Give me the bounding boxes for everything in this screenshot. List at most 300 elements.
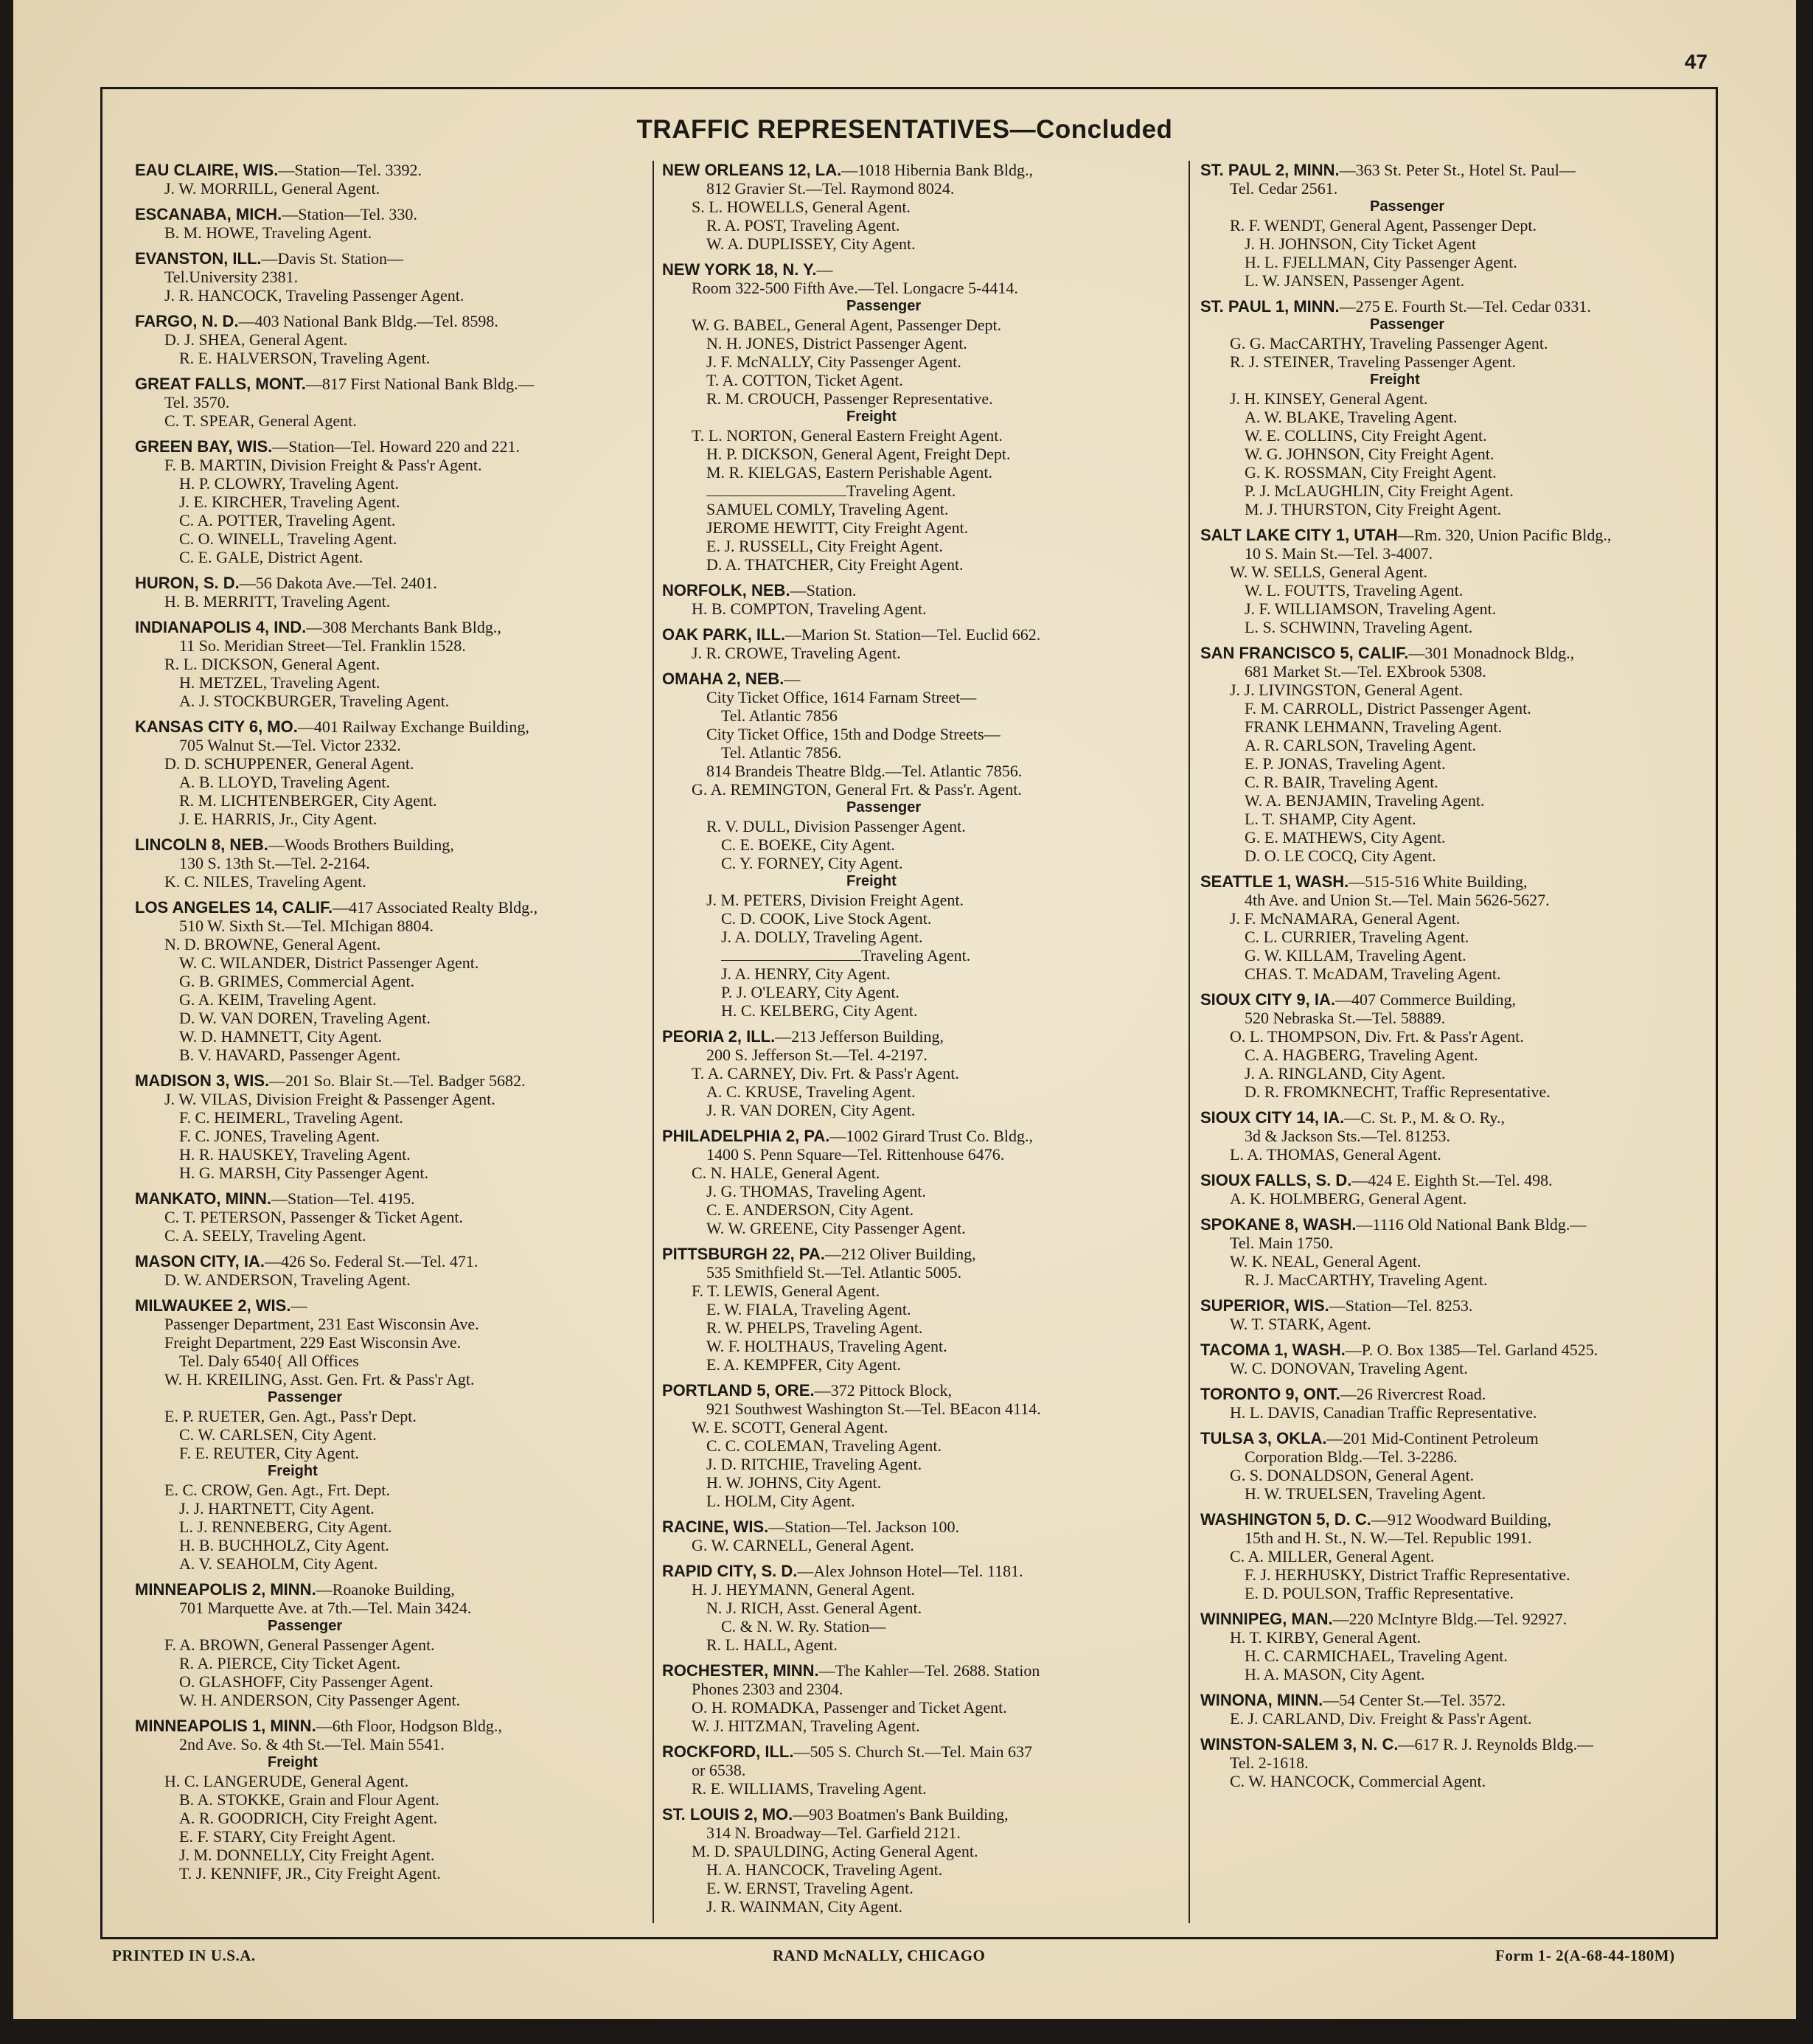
address-text: —407 Commerce Building, bbox=[1334, 990, 1517, 1009]
agent-line: W. A. DUPLISSEY, City Agent. bbox=[706, 234, 916, 253]
address-text: —26 Rivercrest Road. bbox=[1340, 1385, 1486, 1403]
listing-entry bbox=[662, 625, 1178, 662]
address-text: —417 Associated Realty Bldg., bbox=[333, 898, 538, 917]
city-name: PITTSBURGH 22, PA. bbox=[662, 1245, 825, 1263]
listing-entry bbox=[1200, 1429, 1716, 1503]
agent-line: Tel. 2-1618. bbox=[1230, 1753, 1309, 1772]
listing-entry bbox=[662, 581, 1178, 618]
city-name: NORFOLK, NEB. bbox=[662, 581, 790, 599]
address-text: —201 So. Blair St.—Tel. Badger 5682. bbox=[269, 1071, 526, 1090]
address-text: —Woods Brothers Building, bbox=[268, 835, 454, 854]
agent-line: FRANK LEHMANN, Traveling Agent. bbox=[1245, 717, 1502, 736]
agent-line: G. W. KILLAM, Traveling Agent. bbox=[1245, 946, 1466, 964]
agent-line: 2nd Ave. So. & 4th St.—Tel. Main 5541. bbox=[179, 1735, 445, 1753]
listing-first-line bbox=[1200, 1385, 1716, 1403]
agent-line: C. A. MILLER, General Agent. bbox=[1230, 1547, 1435, 1565]
listing-first-line bbox=[662, 1245, 1178, 1263]
listing-entry bbox=[662, 1245, 1178, 1374]
agent-line: E. W. ERNST, Traveling Agent. bbox=[706, 1879, 914, 1897]
listing-entry bbox=[662, 260, 1178, 574]
agent-line: C. E. BOEKE, City Agent. bbox=[721, 835, 895, 854]
city-name: MINNEAPOLIS 2, MINN. bbox=[135, 1580, 316, 1599]
agent-line: W. G. JOHNSON, City Freight Agent. bbox=[1245, 445, 1494, 463]
listing-first-line bbox=[1200, 1108, 1716, 1127]
city-name: ROCHESTER, MINN. bbox=[662, 1661, 819, 1680]
agent-line: E. P. RUETER, Gen. Agt., Pass'r Dept. bbox=[164, 1407, 417, 1425]
agent-line: 812 Gravier St.—Tel. Raymond 8024. bbox=[706, 179, 955, 198]
city-name: LINCOLN 8, NEB. bbox=[135, 835, 268, 854]
listing-first-line bbox=[135, 312, 651, 330]
city-name: SIOUX FALLS, S. D. bbox=[1200, 1171, 1352, 1189]
listing-entry bbox=[662, 161, 1178, 253]
agent-line: H. C. LANGERUDE, General Agent. bbox=[164, 1772, 409, 1790]
listing-first-line bbox=[135, 1580, 651, 1599]
listing-first-line bbox=[135, 835, 651, 854]
agent-line: J. F. McNAMARA, General Agent. bbox=[1230, 909, 1461, 928]
agent-line: D. J. SHEA, General Agent. bbox=[164, 330, 348, 349]
agent-line: E. W. FIALA, Traveling Agent. bbox=[706, 1300, 911, 1318]
address-text: —Station—Tel. 330. bbox=[282, 205, 417, 223]
agent-line: Phones 2303 and 2304. bbox=[692, 1680, 843, 1698]
department-heading: Passenger bbox=[1370, 316, 1445, 333]
address-text: —213 Jefferson Building, bbox=[775, 1027, 944, 1046]
agent-line: T. A. CARNEY, Div. Frt. & Pass'r Agent. bbox=[692, 1064, 959, 1082]
city-name: KANSAS CITY 6, MO. bbox=[135, 717, 298, 736]
city-name: WASHINGTON 5, D. C. bbox=[1200, 1510, 1371, 1529]
agent-line: J. F. McNALLY, City Passenger Agent. bbox=[706, 352, 961, 371]
city-name: OMAHA 2, NEB. bbox=[662, 670, 784, 688]
agent-line: W. C. DONOVAN, Traveling Agent. bbox=[1230, 1359, 1468, 1377]
agent-line: W. E. COLLINS, City Freight Agent. bbox=[1245, 426, 1487, 445]
agent-line: E. F. STARY, City Freight Agent. bbox=[179, 1827, 396, 1846]
listing-entry bbox=[135, 1717, 651, 1883]
listing-entry bbox=[1200, 1296, 1716, 1333]
address-text: —401 Railway Exchange Building, bbox=[297, 717, 529, 736]
listing-entry bbox=[1200, 1510, 1716, 1602]
agent-line: R. A. PIERCE, City Ticket Agent. bbox=[179, 1654, 401, 1672]
blank-name-rule bbox=[706, 484, 846, 496]
agent-line: 11 So. Meridian Street—Tel. Franklin 1528. bbox=[179, 636, 466, 655]
listing-entry bbox=[662, 1805, 1178, 1916]
agent-line: W. H. KREILING, Asst. Gen. Frt. & Pass'r Agt. bbox=[164, 1370, 475, 1388]
agent-line: Tel. Main 1750. bbox=[1230, 1234, 1334, 1252]
listing-first-line bbox=[662, 670, 1178, 688]
listing-entry bbox=[135, 1580, 651, 1709]
agent-line: A. W. BLAKE, Traveling Agent. bbox=[1245, 408, 1458, 426]
listing-first-line bbox=[1200, 1691, 1716, 1709]
city-name: WINSTON-SALEM 3, N. C. bbox=[1200, 1735, 1399, 1753]
address-text: —912 Woodward Building, bbox=[1371, 1510, 1551, 1529]
city-name: ST. PAUL 2, MINN. bbox=[1200, 161, 1340, 179]
agent-line: C. W. HANCOCK, Commercial Agent. bbox=[1230, 1772, 1486, 1790]
vacant-position-line bbox=[662, 946, 1178, 964]
city-name: TACOMA 1, WASH. bbox=[1200, 1341, 1346, 1359]
agent-line: 681 Market St.—Tel. EXbrook 5308. bbox=[1245, 662, 1486, 681]
city-name: GREAT FALLS, MONT. bbox=[135, 375, 306, 393]
address-text: —Station—Tel. 3392. bbox=[278, 161, 422, 179]
listing-first-line bbox=[135, 437, 651, 456]
address-text: —C. St. P., M. & O. Ry., bbox=[1344, 1108, 1505, 1127]
listing-first-line bbox=[1200, 1215, 1716, 1234]
agent-line: R. M. CROUCH, Passenger Representative. bbox=[706, 389, 993, 408]
agent-line: H. METZEL, Traveling Agent. bbox=[179, 673, 380, 692]
agent-line: E. J. CARLAND, Div. Freight & Pass'r Agent. bbox=[1230, 1709, 1532, 1728]
city-name: SALT LAKE CITY 1, UTAH bbox=[1200, 526, 1398, 544]
city-name: TORONTO 9, ONT. bbox=[1200, 1385, 1340, 1403]
agent-line: C. A. HAGBERG, Traveling Agent. bbox=[1245, 1046, 1478, 1064]
agent-line: F. T. LEWIS, General Agent. bbox=[692, 1282, 880, 1300]
listing-entry bbox=[662, 1127, 1178, 1237]
listing-first-line bbox=[1200, 1510, 1716, 1529]
city-name: HURON, S. D. bbox=[135, 574, 240, 592]
listing-first-line bbox=[135, 717, 651, 736]
address-text: —Marion St. Station—Tel. Euclid 662. bbox=[785, 625, 1041, 644]
department-heading: Passenger bbox=[268, 1389, 343, 1405]
agent-line: T. L. NORTON, General Eastern Freight Agent. bbox=[692, 426, 1003, 445]
city-name: SEATTLE 1, WASH. bbox=[1200, 872, 1349, 891]
agent-line: J. W. MORRILL, General Agent. bbox=[164, 179, 380, 198]
agent-line: H. W. TRUELSEN, Traveling Agent. bbox=[1245, 1484, 1486, 1503]
city-name: INDIANAPOLIS 4, IND. bbox=[135, 618, 307, 636]
agent-line: J. G. THOMAS, Traveling Agent. bbox=[706, 1182, 926, 1200]
agent-line: C. E. GALE, District Agent. bbox=[179, 548, 363, 566]
position-title: Traveling Agent. bbox=[861, 946, 971, 964]
agent-line: W. T. STARK, Agent. bbox=[1230, 1315, 1371, 1333]
agent-line: M. R. KIELGAS, Eastern Perishable Agent. bbox=[706, 463, 992, 482]
agent-line: 510 W. Sixth St.—Tel. MIchigan 8804. bbox=[179, 917, 434, 935]
city-name: ST. PAUL 1, MINN. bbox=[1200, 297, 1340, 316]
department-heading: Passenger bbox=[1370, 198, 1445, 215]
agent-line: E. J. RUSSELL, City Freight Agent. bbox=[706, 537, 943, 555]
agent-line: H. C. CARMICHAEL, Traveling Agent. bbox=[1245, 1647, 1508, 1665]
document-page bbox=[13, 0, 1796, 2019]
agent-line: C. A. SEELY, Traveling Agent. bbox=[164, 1226, 366, 1245]
listing-first-line bbox=[1200, 1296, 1716, 1315]
agent-line: D. R. FROMKNECHT, Traffic Representative. bbox=[1245, 1082, 1551, 1101]
city-name: WINONA, MINN. bbox=[1200, 1691, 1323, 1709]
listing-first-line bbox=[662, 1805, 1178, 1824]
listing-entry bbox=[662, 1742, 1178, 1798]
listing-entry bbox=[1200, 526, 1716, 636]
agent-line: D. A. THATCHER, City Freight Agent. bbox=[706, 555, 964, 574]
city-name: MINNEAPOLIS 1, MINN. bbox=[135, 1717, 316, 1735]
city-name: WINNIPEG, MAN. bbox=[1200, 1610, 1333, 1628]
agent-line: Tel. Cedar 2561. bbox=[1230, 179, 1338, 198]
agent-line: J. J. LIVINGSTON, General Agent. bbox=[1230, 681, 1464, 699]
agent-line: A. J. STOCKBURGER, Traveling Agent. bbox=[179, 692, 450, 710]
city-name: PHILADELPHIA 2, PA. bbox=[662, 1127, 830, 1145]
agent-line: D. W. VAN DOREN, Traveling Agent. bbox=[179, 1009, 431, 1027]
city-name: RACINE, WIS. bbox=[662, 1518, 769, 1536]
listing-entry bbox=[1200, 1691, 1716, 1728]
agent-line: L. HOLM, City Agent. bbox=[706, 1492, 855, 1510]
agent-line: B. V. HAVARD, Passenger Agent. bbox=[179, 1046, 401, 1064]
city-name: SPOKANE 8, WASH. bbox=[1200, 1215, 1357, 1234]
agent-line: J. R. VAN DOREN, City Agent. bbox=[706, 1101, 916, 1119]
city-name: RAPID CITY, S. D. bbox=[662, 1562, 798, 1580]
agent-line: E. P. JONAS, Traveling Agent. bbox=[1245, 754, 1446, 773]
agent-line: F. C. JONES, Traveling Agent. bbox=[179, 1127, 380, 1145]
agent-line: 130 S. 13th St.—Tel. 2-2164. bbox=[179, 854, 370, 872]
agent-line: Tel. Daly 6540{ All Offices bbox=[179, 1352, 359, 1370]
agent-line: H. B. COMPTON, Traveling Agent. bbox=[692, 599, 927, 618]
address-text: —212 Oliver Building, bbox=[824, 1245, 976, 1263]
agent-line: CHAS. T. McADAM, Traveling Agent. bbox=[1245, 964, 1501, 983]
agent-line: E. C. CROW, Gen. Agt., Frt. Dept. bbox=[164, 1481, 390, 1499]
agent-line: F. C. HEIMERL, Traveling Agent. bbox=[179, 1108, 403, 1127]
department-heading: Freight bbox=[268, 1754, 318, 1770]
blank-name-rule bbox=[721, 948, 861, 961]
agent-line: H. W. JOHNS, City Agent. bbox=[706, 1473, 882, 1492]
agent-line: H. J. HEYMANN, General Agent. bbox=[692, 1580, 916, 1599]
agent-line: 200 S. Jefferson St.—Tel. 4-2197. bbox=[706, 1046, 928, 1064]
agent-line: G. A. KEIM, Traveling Agent. bbox=[179, 990, 377, 1009]
agent-line: H. P. CLOWRY, Traveling Agent. bbox=[179, 474, 399, 493]
listing-first-line bbox=[662, 1518, 1178, 1536]
address-text: —505 S. Church St.—Tel. Main 637 bbox=[793, 1742, 1033, 1761]
listing-entry bbox=[1200, 1341, 1716, 1377]
agent-line: T. J. KENNIFF, JR., City Freight Agent. bbox=[179, 1864, 441, 1883]
listing-entry bbox=[135, 835, 651, 891]
listing-first-line bbox=[1200, 644, 1716, 662]
agent-line: 4th Ave. and Union St.—Tel. Main 5626-5627. bbox=[1245, 891, 1550, 909]
agent-line: 10 S. Main St.—Tel. 3-4007. bbox=[1245, 544, 1433, 563]
agent-line: 314 N. Broadway—Tel. Garfield 2121. bbox=[706, 1824, 961, 1842]
city-name: LOS ANGELES 14, CALIF. bbox=[135, 898, 333, 917]
city-name: TULSA 3, OKLA. bbox=[1200, 1429, 1327, 1447]
listing-first-line bbox=[1200, 1171, 1716, 1189]
listing-entry bbox=[135, 437, 651, 566]
city-name: FARGO, N. D. bbox=[135, 312, 239, 330]
vacant-position-line bbox=[662, 482, 1178, 500]
listing-first-line bbox=[1200, 990, 1716, 1009]
city-name: PEORIA 2, ILL. bbox=[662, 1027, 776, 1046]
department-heading: Passenger bbox=[846, 799, 922, 816]
agent-line: Tel.University 2381. bbox=[164, 268, 299, 286]
agent-line: H. B. MERRITT, Traveling Agent. bbox=[164, 592, 391, 611]
department-heading: Freight bbox=[846, 873, 897, 889]
address-text: —1116 Old National Bank Bldg.— bbox=[1356, 1215, 1587, 1234]
agent-line: R. J. MacCARTHY, Traveling Agent. bbox=[1245, 1270, 1488, 1289]
agent-line: H. L. FJELLMAN, City Passenger Agent. bbox=[1245, 253, 1517, 271]
address-text: —Station—Tel. 8253. bbox=[1329, 1296, 1473, 1315]
agent-line: 15th and H. St., N. W.—Tel. Republic 1991. bbox=[1245, 1529, 1532, 1547]
agent-line: F. J. HERHUSKY, District Traffic Representative. bbox=[1245, 1565, 1570, 1584]
agent-line: W. W. GREENE, City Passenger Agent. bbox=[706, 1219, 966, 1237]
agent-line: C. W. CARLSEN, City Agent. bbox=[179, 1425, 377, 1444]
listing-entry bbox=[135, 161, 651, 198]
listing-entry bbox=[1200, 1385, 1716, 1422]
agent-line: W. J. HITZMAN, Traveling Agent. bbox=[692, 1717, 920, 1735]
city-name: SIOUX CITY 9, IA. bbox=[1200, 990, 1335, 1009]
listing-first-line bbox=[662, 581, 1178, 599]
listing-first-line bbox=[662, 1562, 1178, 1580]
department-heading: Passenger bbox=[268, 1618, 343, 1634]
agent-line: L. S. SCHWINN, Traveling Agent. bbox=[1245, 618, 1473, 636]
listing-first-line bbox=[1200, 161, 1716, 179]
agent-line: J. F. WILLIAMSON, Traveling Agent. bbox=[1245, 599, 1497, 618]
department-heading: Freight bbox=[268, 1463, 318, 1479]
listing-first-line bbox=[662, 1127, 1178, 1145]
listing-first-line bbox=[1200, 1735, 1716, 1753]
agent-line: J. E. KIRCHER, Traveling Agent. bbox=[179, 493, 400, 511]
agent-line: A. C. KRUSE, Traveling Agent. bbox=[706, 1082, 916, 1101]
agent-line: R. L. DICKSON, General Agent. bbox=[164, 655, 380, 673]
agent-line: P. J. O'LEARY, City Agent. bbox=[721, 983, 899, 1001]
address-text: —201 Mid-Continent Petroleum bbox=[1326, 1429, 1539, 1447]
address-text: —Station—Tel. Howard 220 and 221. bbox=[272, 437, 520, 456]
address-text: — bbox=[816, 260, 833, 279]
address-text: —424 E. Eighth St.—Tel. 498. bbox=[1351, 1171, 1553, 1189]
agent-line: 814 Brandeis Theatre Bldg.—Tel. Atlantic 7856. bbox=[706, 762, 1023, 780]
agent-line: E. D. POULSON, Traffic Representative. bbox=[1245, 1584, 1514, 1602]
listing-first-line bbox=[135, 1252, 651, 1270]
page-number: 47 bbox=[1684, 50, 1708, 73]
agent-line: R. W. PHELPS, Traveling Agent. bbox=[706, 1318, 923, 1337]
listing-entry bbox=[135, 312, 651, 367]
address-text: —515-516 White Building, bbox=[1349, 872, 1528, 891]
address-text: —Davis St. Station— bbox=[261, 249, 404, 268]
agent-line: C. T. PETERSON, Passenger & Ticket Agent. bbox=[164, 1208, 463, 1226]
agent-line: C. O. WINELL, Traveling Agent. bbox=[179, 529, 397, 548]
column-right bbox=[1200, 161, 1716, 1930]
address-text: —301 Monadnock Bldg., bbox=[1408, 644, 1575, 662]
address-text: —Station—Tel. 4195. bbox=[271, 1189, 415, 1208]
agent-line: M. J. THURSTON, City Freight Agent. bbox=[1245, 500, 1502, 518]
city-name: MILWAUKEE 2, WIS. bbox=[135, 1296, 291, 1315]
city-name: EVANSTON, ILL. bbox=[135, 249, 262, 268]
agent-line: H. B. BUCHHOLZ, City Agent. bbox=[179, 1536, 389, 1554]
column-left bbox=[135, 161, 651, 1930]
listing-entry bbox=[662, 1518, 1178, 1554]
city-name: NEW YORK 18, N. Y. bbox=[662, 260, 817, 279]
listing-entry bbox=[135, 375, 651, 430]
listing-first-line bbox=[135, 618, 651, 636]
agent-line: R. F. WENDT, General Agent, Passenger Dept. bbox=[1230, 216, 1537, 234]
agent-line: H. C. KELBERG, City Agent. bbox=[721, 1001, 918, 1020]
listing-entry bbox=[1200, 1108, 1716, 1164]
city-name: NEW ORLEANS 12, LA. bbox=[662, 161, 842, 179]
listing-entry bbox=[135, 1296, 651, 1573]
agent-line: S. L. HOWELLS, General Agent. bbox=[692, 198, 911, 216]
listing-entry bbox=[135, 1071, 651, 1182]
listing-first-line bbox=[135, 1189, 651, 1208]
address-text: —308 Merchants Bank Bldg., bbox=[306, 618, 501, 636]
listing-first-line bbox=[1200, 526, 1716, 544]
footer-publisher: RAND McNALLY, CHICAGO bbox=[773, 1947, 986, 1964]
agent-line: D. O. LE COCQ, City Agent. bbox=[1245, 847, 1436, 865]
agent-line: F. M. CARROLL, District Passenger Agent. bbox=[1245, 699, 1531, 717]
agent-line: 705 Walnut St.—Tel. Victor 2332. bbox=[179, 736, 401, 754]
agent-line: R. E. WILLIAMS, Traveling Agent. bbox=[692, 1779, 927, 1798]
column-divider bbox=[1189, 161, 1190, 1923]
agent-line: G. E. MATHEWS, City Agent. bbox=[1245, 828, 1446, 847]
address-text: —363 St. Peter St., Hotel St. Paul— bbox=[1339, 161, 1576, 179]
agent-line: J. A. DOLLY, Traveling Agent. bbox=[721, 928, 923, 946]
address-text: —372 Pittock Block, bbox=[814, 1381, 952, 1400]
agent-line: R. E. HALVERSON, Traveling Agent. bbox=[179, 349, 431, 367]
city-name: SUPERIOR, WIS. bbox=[1200, 1296, 1329, 1315]
agent-line: C. R. BAIR, Traveling Agent. bbox=[1245, 773, 1438, 791]
agent-line: H. P. DICKSON, General Agent, Freight Dept. bbox=[706, 445, 1011, 463]
agent-line: E. A. KEMPFER, City Agent. bbox=[706, 1355, 902, 1374]
agent-line: H. G. MARSH, City Passenger Agent. bbox=[179, 1164, 428, 1182]
address-text: —403 National Bank Bldg.—Tel. 8598. bbox=[238, 312, 498, 330]
agent-line: A. B. LLOYD, Traveling Agent. bbox=[179, 773, 390, 791]
agent-line: W. D. HAMNETT, City Agent. bbox=[179, 1027, 382, 1046]
city-name: ST. LOUIS 2, MO. bbox=[662, 1805, 793, 1824]
listing-entry bbox=[1200, 1735, 1716, 1790]
agent-line: J. M. DONNELLY, City Freight Agent. bbox=[179, 1846, 435, 1864]
agent-line: Tel. Atlantic 7856 bbox=[721, 706, 838, 725]
address-text: —426 So. Federal St.—Tel. 471. bbox=[265, 1252, 479, 1270]
city-name: GREEN BAY, WIS. bbox=[135, 437, 273, 456]
agent-line: A. K. HOLMBERG, General Agent. bbox=[1230, 1189, 1467, 1208]
agent-line: City Ticket Office, 1614 Farnam Street— bbox=[706, 688, 977, 706]
agent-line: Tel. 3570. bbox=[164, 393, 230, 411]
address-text: —P. O. Box 1385—Tel. Garland 4525. bbox=[1345, 1341, 1598, 1359]
agent-line: C. A. POTTER, Traveling Agent. bbox=[179, 511, 396, 529]
agent-line: A. V. SEAHOLM, City Agent. bbox=[179, 1554, 378, 1573]
address-text: —Station. bbox=[790, 581, 857, 599]
listing-entry bbox=[135, 249, 651, 305]
listing-entry bbox=[662, 670, 1178, 1020]
agent-line: Room 322-500 Fifth Ave.—Tel. Longacre 5-4414. bbox=[692, 279, 1018, 297]
agent-line: F. A. BROWN, General Passenger Agent. bbox=[164, 1635, 435, 1654]
agent-line: W. K. NEAL, General Agent. bbox=[1230, 1252, 1421, 1270]
address-text: —Station—Tel. Jackson 100. bbox=[768, 1518, 960, 1536]
address-text: —Alex Johnson Hotel—Tel. 1181. bbox=[797, 1562, 1023, 1580]
listing-entry bbox=[1200, 1610, 1716, 1683]
agent-line: SAMUEL COMLY, Traveling Agent. bbox=[706, 500, 949, 518]
department-heading: Freight bbox=[1370, 372, 1420, 388]
listing-entry bbox=[1200, 161, 1716, 290]
listing-first-line bbox=[135, 1717, 651, 1735]
agent-line: T. A. COTTON, Ticket Agent. bbox=[706, 371, 903, 389]
agent-line: J. R. CROWE, Traveling Agent. bbox=[692, 644, 901, 662]
agent-line: O. GLASHOFF, City Passenger Agent. bbox=[179, 1672, 434, 1691]
agent-line: R. L. HALL, Agent. bbox=[706, 1635, 838, 1654]
listing-first-line bbox=[1200, 1610, 1716, 1628]
agent-line: O. H. ROMADKA, Passenger and Ticket Agent. bbox=[692, 1698, 1007, 1717]
department-heading: Passenger bbox=[846, 298, 922, 314]
agent-line: H. R. HAUSKEY, Traveling Agent. bbox=[179, 1145, 411, 1164]
agent-line: W. G. BABEL, General Agent, Passenger Dept. bbox=[692, 316, 1002, 334]
agent-line: Corporation Bldg.—Tel. 3-2286. bbox=[1245, 1447, 1458, 1466]
agent-line: Passenger Department, 231 East Wisconsin Ave. bbox=[164, 1315, 479, 1333]
agent-line: J. W. VILAS, Division Freight & Passenger Agent. bbox=[164, 1090, 495, 1108]
listing-first-line bbox=[662, 1742, 1178, 1761]
listing-first-line bbox=[135, 161, 651, 179]
address-text: — bbox=[290, 1296, 307, 1315]
agent-line: F. E. REUTER, City Agent. bbox=[179, 1444, 359, 1462]
listing-first-line bbox=[135, 205, 651, 223]
agent-line: W. W. SELLS, General Agent. bbox=[1230, 563, 1428, 581]
city-name: SIOUX CITY 14, IA. bbox=[1200, 1108, 1345, 1127]
agent-line: J. J. HARTNETT, City Agent. bbox=[179, 1499, 375, 1518]
listing-entry bbox=[135, 717, 651, 828]
listing-first-line bbox=[662, 260, 1178, 279]
agent-line: G. A. REMINGTON, General Frt. & Pass'r. Agent. bbox=[692, 780, 1022, 799]
agent-line: H. A. MASON, City Agent. bbox=[1245, 1665, 1425, 1683]
agent-line: B. M. HOWE, Traveling Agent. bbox=[164, 223, 372, 242]
listing-entry bbox=[1200, 990, 1716, 1101]
listing-entry bbox=[1200, 1171, 1716, 1208]
agent-line: R. M. LICHTENBERGER, City Agent. bbox=[179, 791, 437, 810]
agent-line: G. K. ROSSMAN, City Freight Agent. bbox=[1245, 463, 1497, 482]
listing-entry bbox=[135, 1189, 651, 1245]
address-text: —Rm. 320, Union Pacific Bldg., bbox=[1397, 526, 1612, 544]
